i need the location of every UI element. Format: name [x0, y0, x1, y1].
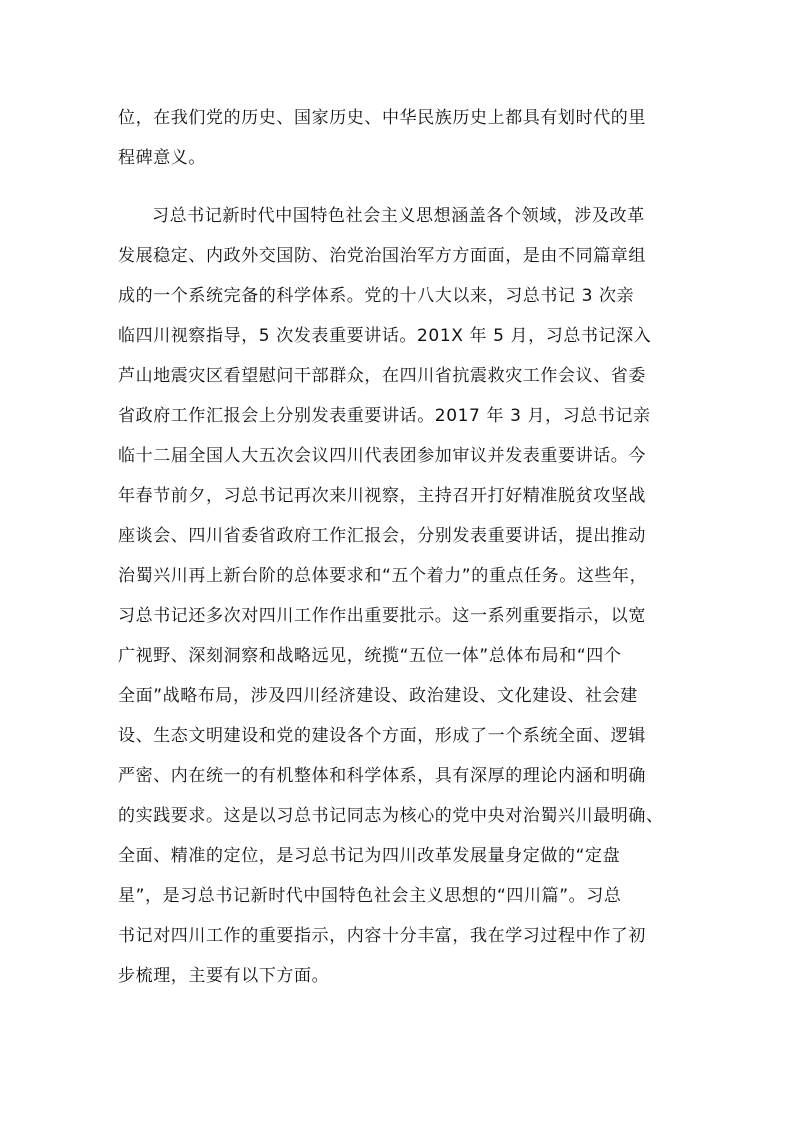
paragraph-1-line-2: 程碑意义。 [118, 148, 206, 168]
paragraph-2-line-8: 年春节前夕，习总书记再次来川视察，主持召开打好精准脱贫攻坚战 [118, 486, 646, 506]
paragraph-2-line-3: 成的一个系统完备的科学体系。党的十八大以来，习总书记 3 次亲 [118, 286, 635, 306]
paragraph-2-line-9: 座谈会、四川省委省政府工作汇报会，分别发表重要讲话，提出推动 [118, 526, 646, 546]
paragraph-2-line-14: 设、生态文明建设和党的建设各个方面，形成了一个系统全面、逻辑 [118, 726, 646, 746]
paragraph-2-line-1: 习总书记新时代中国特色社会主义思想涵盖各个领域，涉及改革 [152, 206, 645, 226]
paragraph-2-line-6: 省政府工作汇报会上分别发表重要讲话。2017 年 3 月，习总书记亲 [118, 406, 651, 426]
paragraph-2-line-5: 芦山地震灾区看望慰问干部群众，在四川省抗震救灾工作会议、省委 [118, 366, 646, 386]
paragraph-2-line-4: 临四川视察指导，5 次发表重要讲话。201X 年 5 月，习总书记深入 [118, 326, 652, 346]
paragraph-2-line-7: 临十二届全国人大五次会议四川代表团参加审议并发表重要讲话。今 [118, 446, 646, 466]
paragraph-2-line-11: 习总书记还多次对四川工作作出重要批示。这一系列重要指示，以宽 [118, 606, 646, 626]
paragraph-2-line-10: 治蜀兴川再上新台阶的总体要求和“五个着力”的重点任务。这些年， [118, 566, 648, 586]
paragraph-2-line-15: 严密、内在统一的有机整体和科学体系，具有深厚的理论内涵和明确 [118, 766, 646, 786]
paragraph-2-line-16: 的实践要求。这是以习总书记同志为核心的党中央对治蜀兴川最明确、 [118, 806, 664, 826]
paragraph-2-line-18: 星”，是习总书记新时代中国特色社会主义思想的“四川篇”。习总 [118, 886, 622, 906]
paragraph-2-line-20: 步梳理，主要有以下方面。 [118, 966, 330, 986]
paragraph-2-line-13: 全面”战略布局，涉及四川经济建设、政治建设、文化建设、社会建 [118, 686, 638, 706]
paragraph-2-line-17: 全面、精准的定位，是习总书记为四川改革发展量身定做的“定盘 [118, 846, 621, 866]
paragraph-2-line-12: 广视野、深刻洞察和战略远见，统揽“五位一体”总体布局和“四个 [118, 646, 622, 666]
paragraph-2-line-2: 发展稳定、内政外交国防、治党治国治军方方面面，是由不同篇章组 [118, 246, 646, 266]
paragraph-1-line-1: 位，在我们党的历史、国家历史、中华民族历史上都具有划时代的里 [118, 108, 646, 128]
paragraph-2-line-19: 书记对四川工作的重要指示，内容十分丰富，我在学习过程中作了初 [118, 926, 646, 946]
